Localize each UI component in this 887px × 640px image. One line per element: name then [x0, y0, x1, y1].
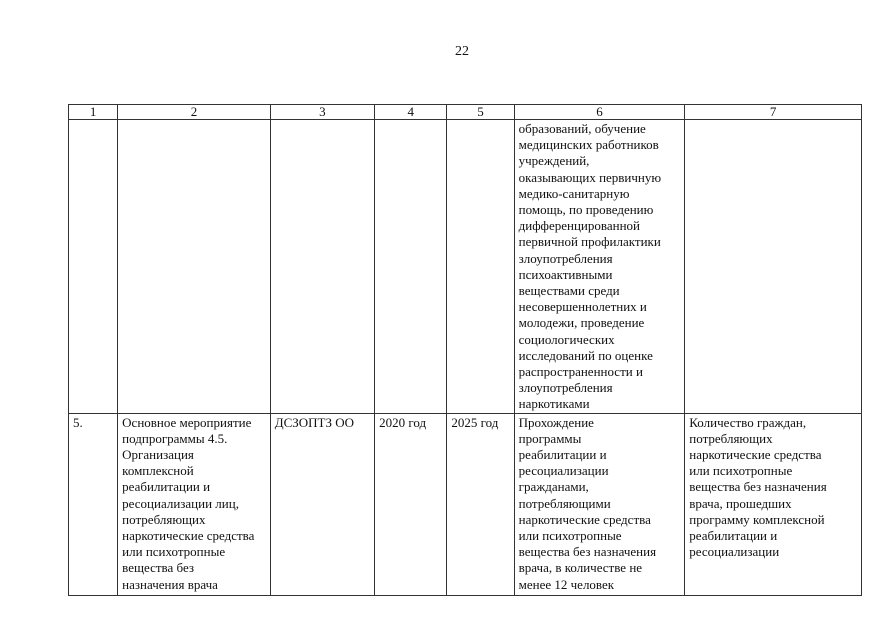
cell-executor: ДСЗОПТЗ ОО [270, 413, 374, 595]
column-header: 6 [514, 105, 685, 120]
cell-expected-result: Прохождение программы реабилитации и ресоциализации гражданами, потребляющими наркотические средства или психотропные вещества без назначения врача, в количестве не менее 12 человек [514, 413, 685, 595]
cell-start-year: 2020 год [375, 413, 447, 595]
column-header: 7 [685, 105, 862, 120]
page-number: 22 [455, 44, 469, 59]
table-row [69, 120, 862, 414]
cell-end-year [447, 120, 514, 414]
cell-expected-result: образований, обучение медицинских работников учреждений, оказывающих первичную медико-санитарную помощь, по проведению дифференцированной первичной профилактики злоупотребления психоактивными веществами среди несовершеннолетних и молодежи, проведение социологических исследований по оценке распространенности и злоупотребления наркотиками [514, 120, 685, 414]
table-row [69, 413, 862, 595]
cell-indicator [685, 120, 862, 414]
column-header: 1 [69, 105, 118, 120]
column-header: 2 [118, 105, 271, 120]
cell-number: 5. [69, 413, 118, 595]
cell-measure: Основное мероприятие подпрограммы 4.5. Организация комплексной реабилитации и ресоциализации лиц, потребляющих наркотические средства или психотропные вещества без назначения врача [118, 413, 271, 595]
cell-number [69, 120, 118, 414]
cell-indicator: Количество граждан, потребляющих наркотические средства или психотропные вещества без назначения врача, прошедших программу комплексной реабилитации и ресоциализации [685, 413, 862, 595]
cell-measure [118, 120, 271, 414]
cell-start-year [375, 120, 447, 414]
cell-end-year: 2025 год [447, 413, 514, 595]
table-header-row [69, 105, 862, 120]
cell-executor [270, 120, 374, 414]
column-header: 5 [447, 105, 514, 120]
column-header: 3 [270, 105, 374, 120]
program-table [68, 104, 862, 596]
column-header: 4 [375, 105, 447, 120]
